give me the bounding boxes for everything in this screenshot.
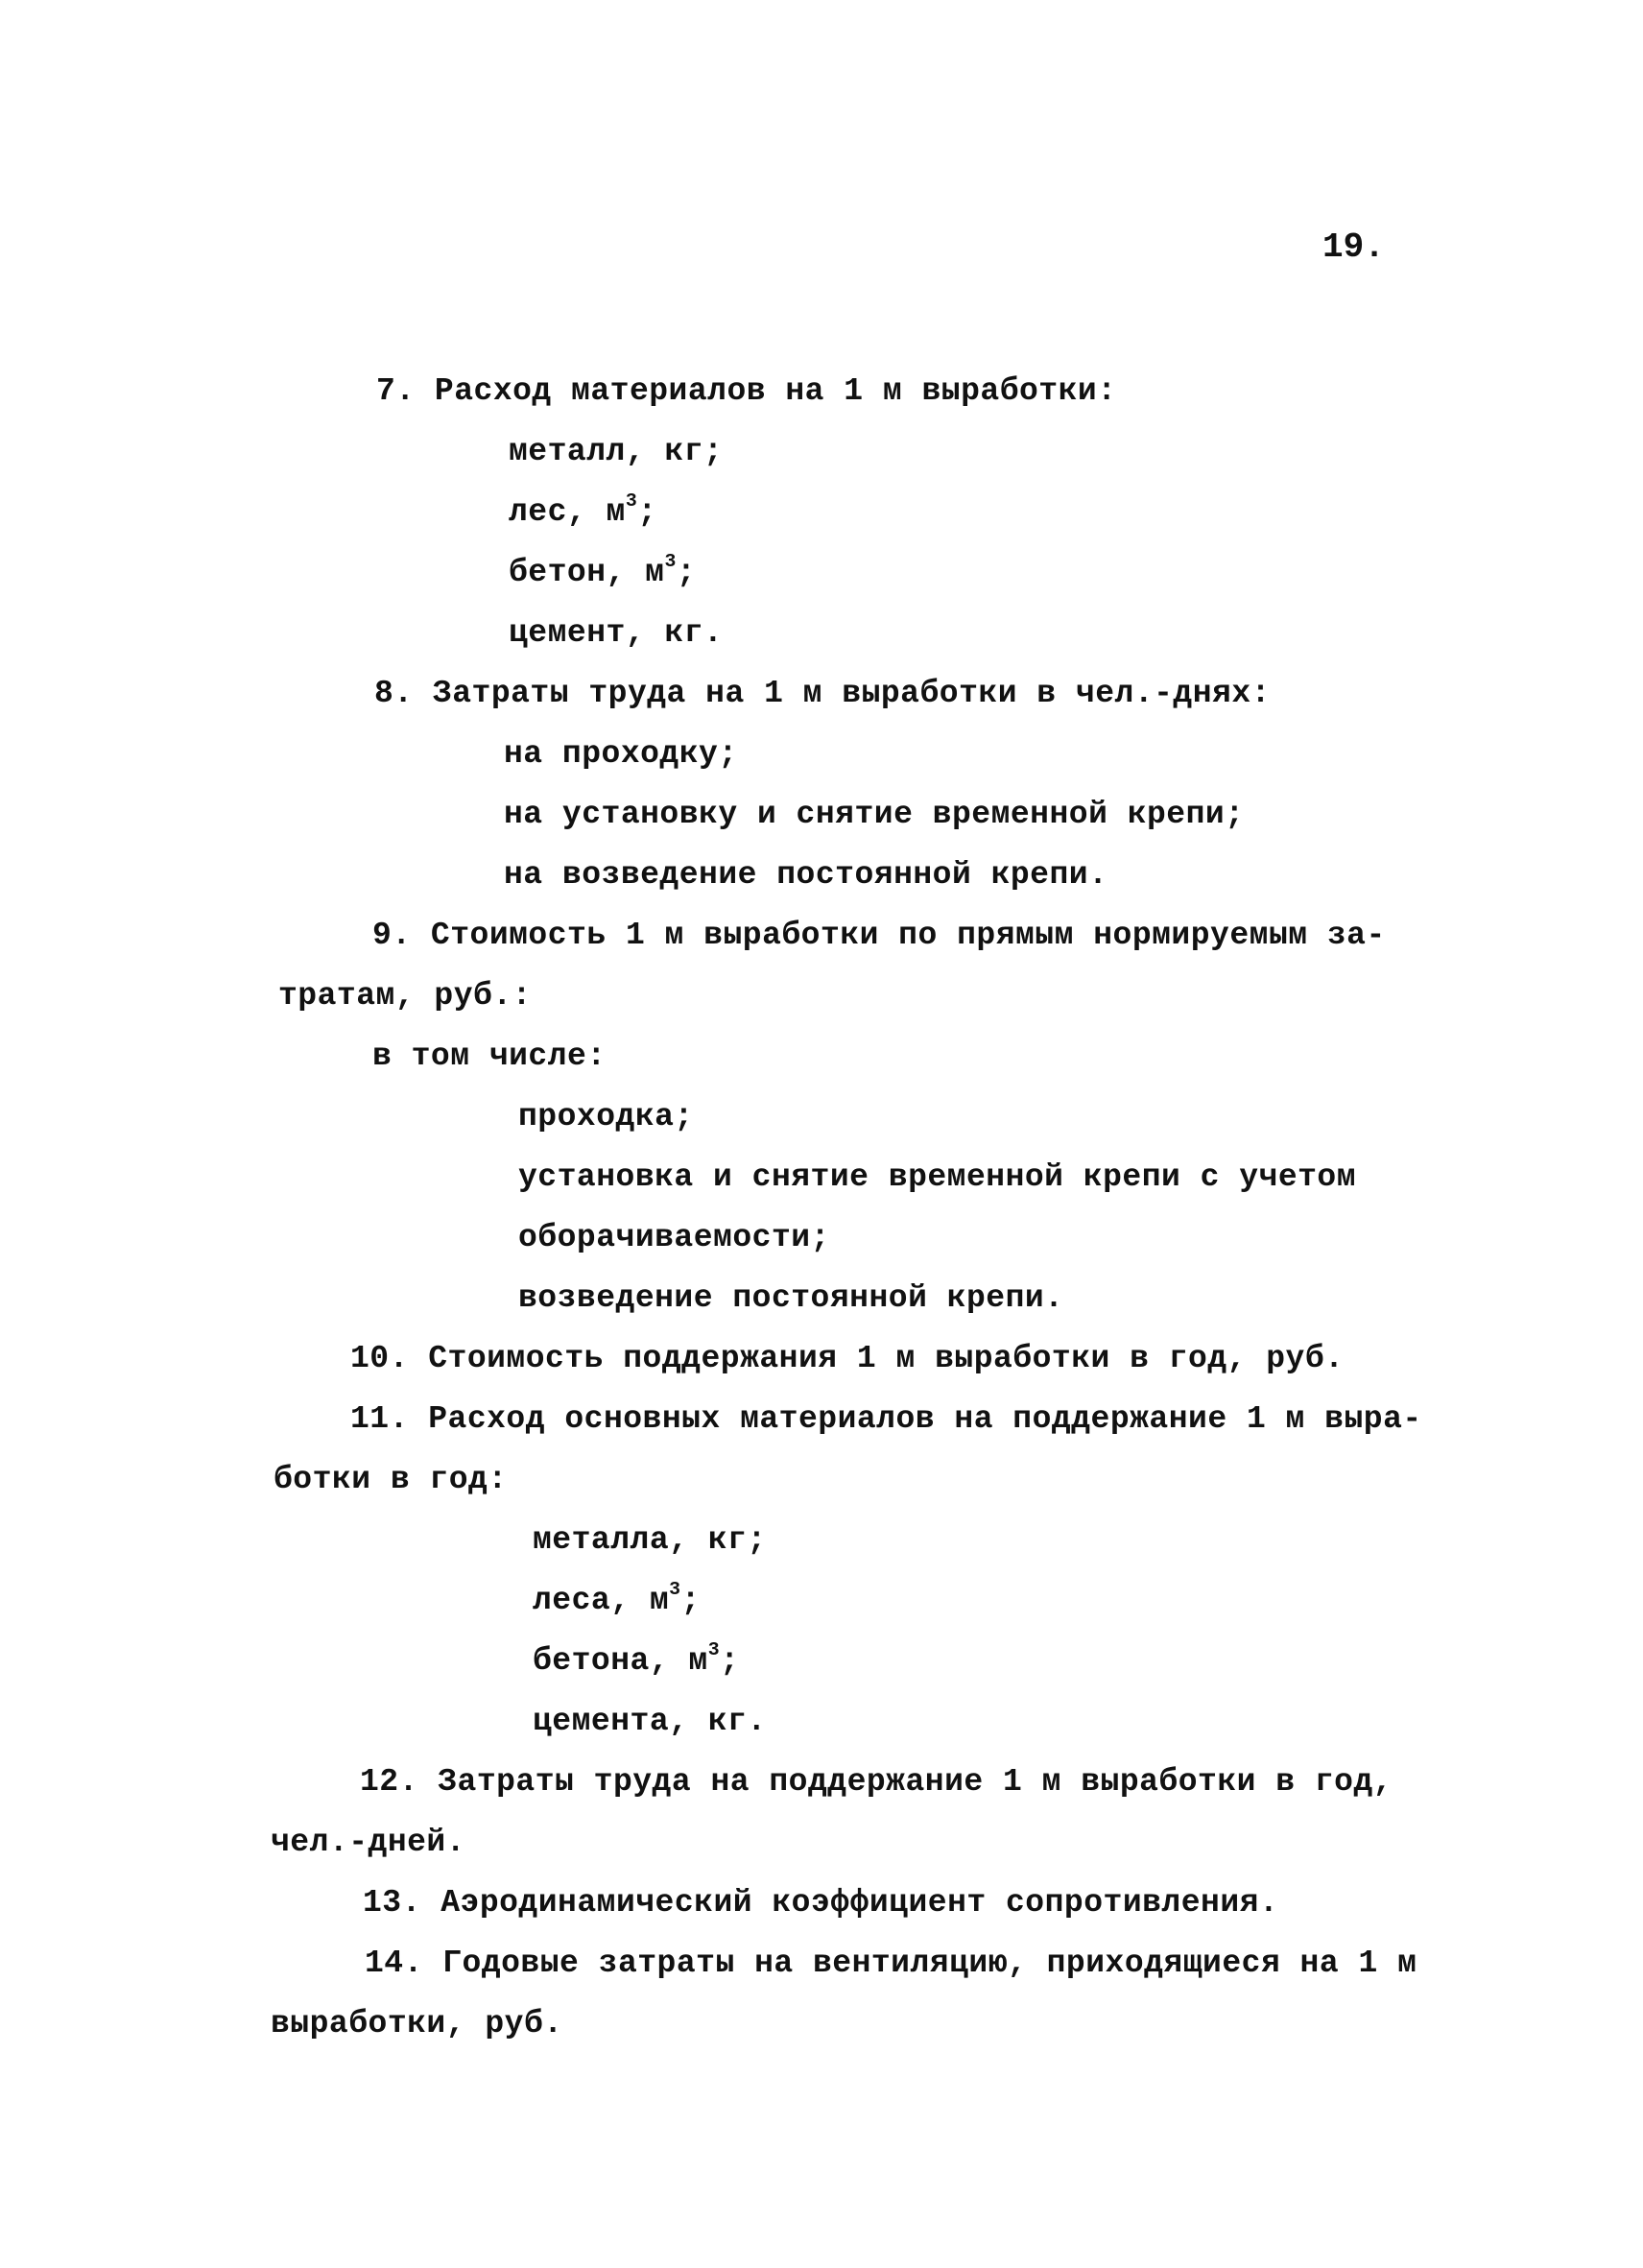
item-8-sub-2: на установку и снятие временной крепи; <box>504 797 1245 832</box>
superscript-3: 3 <box>664 551 677 573</box>
item-7-heading: 7. Расход материалов на 1 м выработки: <box>376 373 1117 409</box>
item-8-sub-3: на возведение постоянной крепи. <box>504 857 1108 893</box>
item-7-cement: цемент, кг. <box>509 615 724 651</box>
item-14-heading-line-2: выработки, руб. <box>271 2006 563 2041</box>
item-8-heading: 8. Затраты труда на 1 м выработки в чел.-днях: <box>374 676 1271 711</box>
item-14-heading-line-1: 14. Годовые затраты на вентиляцию, приходящиеся на 1 м <box>365 1946 1417 1981</box>
item-9-sub-4: возведение постоянной крепи. <box>518 1280 1064 1316</box>
item-9-heading-line-2: тратам, руб.: <box>278 978 532 1014</box>
superscript-3: 3 <box>707 1639 721 1661</box>
item-9-heading-line-1: 9. Стоимость 1 м выработки по прямым нормируемым за- <box>372 918 1386 953</box>
item-11-heading-line-2: ботки в год: <box>274 1462 508 1497</box>
superscript-3: 3 <box>669 1579 681 1601</box>
superscript-3: 3 <box>625 490 638 513</box>
page-number: 19. <box>1322 227 1385 267</box>
item-11-cement: цемента, кг. <box>533 1704 767 1739</box>
item-9-sub-3: оборачиваемости; <box>518 1220 830 1255</box>
item-7-concrete: бетон, $м^3$; <box>509 551 697 590</box>
item-11-concrete: бетона, $м^3$; <box>533 1639 740 1679</box>
item-9-sub-1: проходка; <box>518 1099 694 1134</box>
item-12-heading-line-1: 12. Затраты труда на поддержание 1 м выработки в год, <box>360 1764 1393 1800</box>
item-13-heading: 13. Аэродинамический коэффициент сопротивления. <box>363 1885 1279 1921</box>
item-12-heading-line-2: чел.-дней. <box>271 1825 466 1860</box>
item-7-wood: лес, $м^3$; <box>509 490 657 530</box>
item-11-wood: леса, $м^3$; <box>533 1579 701 1618</box>
item-10-heading: 10. Стоимость поддержания 1 м выработки в год, руб. <box>350 1341 1345 1376</box>
item-7-metal: металл, кг; <box>509 434 724 469</box>
item-11-heading-line-1: 11. Расход основных материалов на поддержание 1 м выра- <box>350 1401 1422 1437</box>
item-9-intro: в том числе: <box>372 1039 607 1074</box>
item-11-metal: металла, кг; <box>533 1522 767 1558</box>
item-9-sub-2: установка и снятие временной крепи с учетом <box>518 1159 1357 1195</box>
item-8-sub-1: на проходку; <box>504 736 738 772</box>
